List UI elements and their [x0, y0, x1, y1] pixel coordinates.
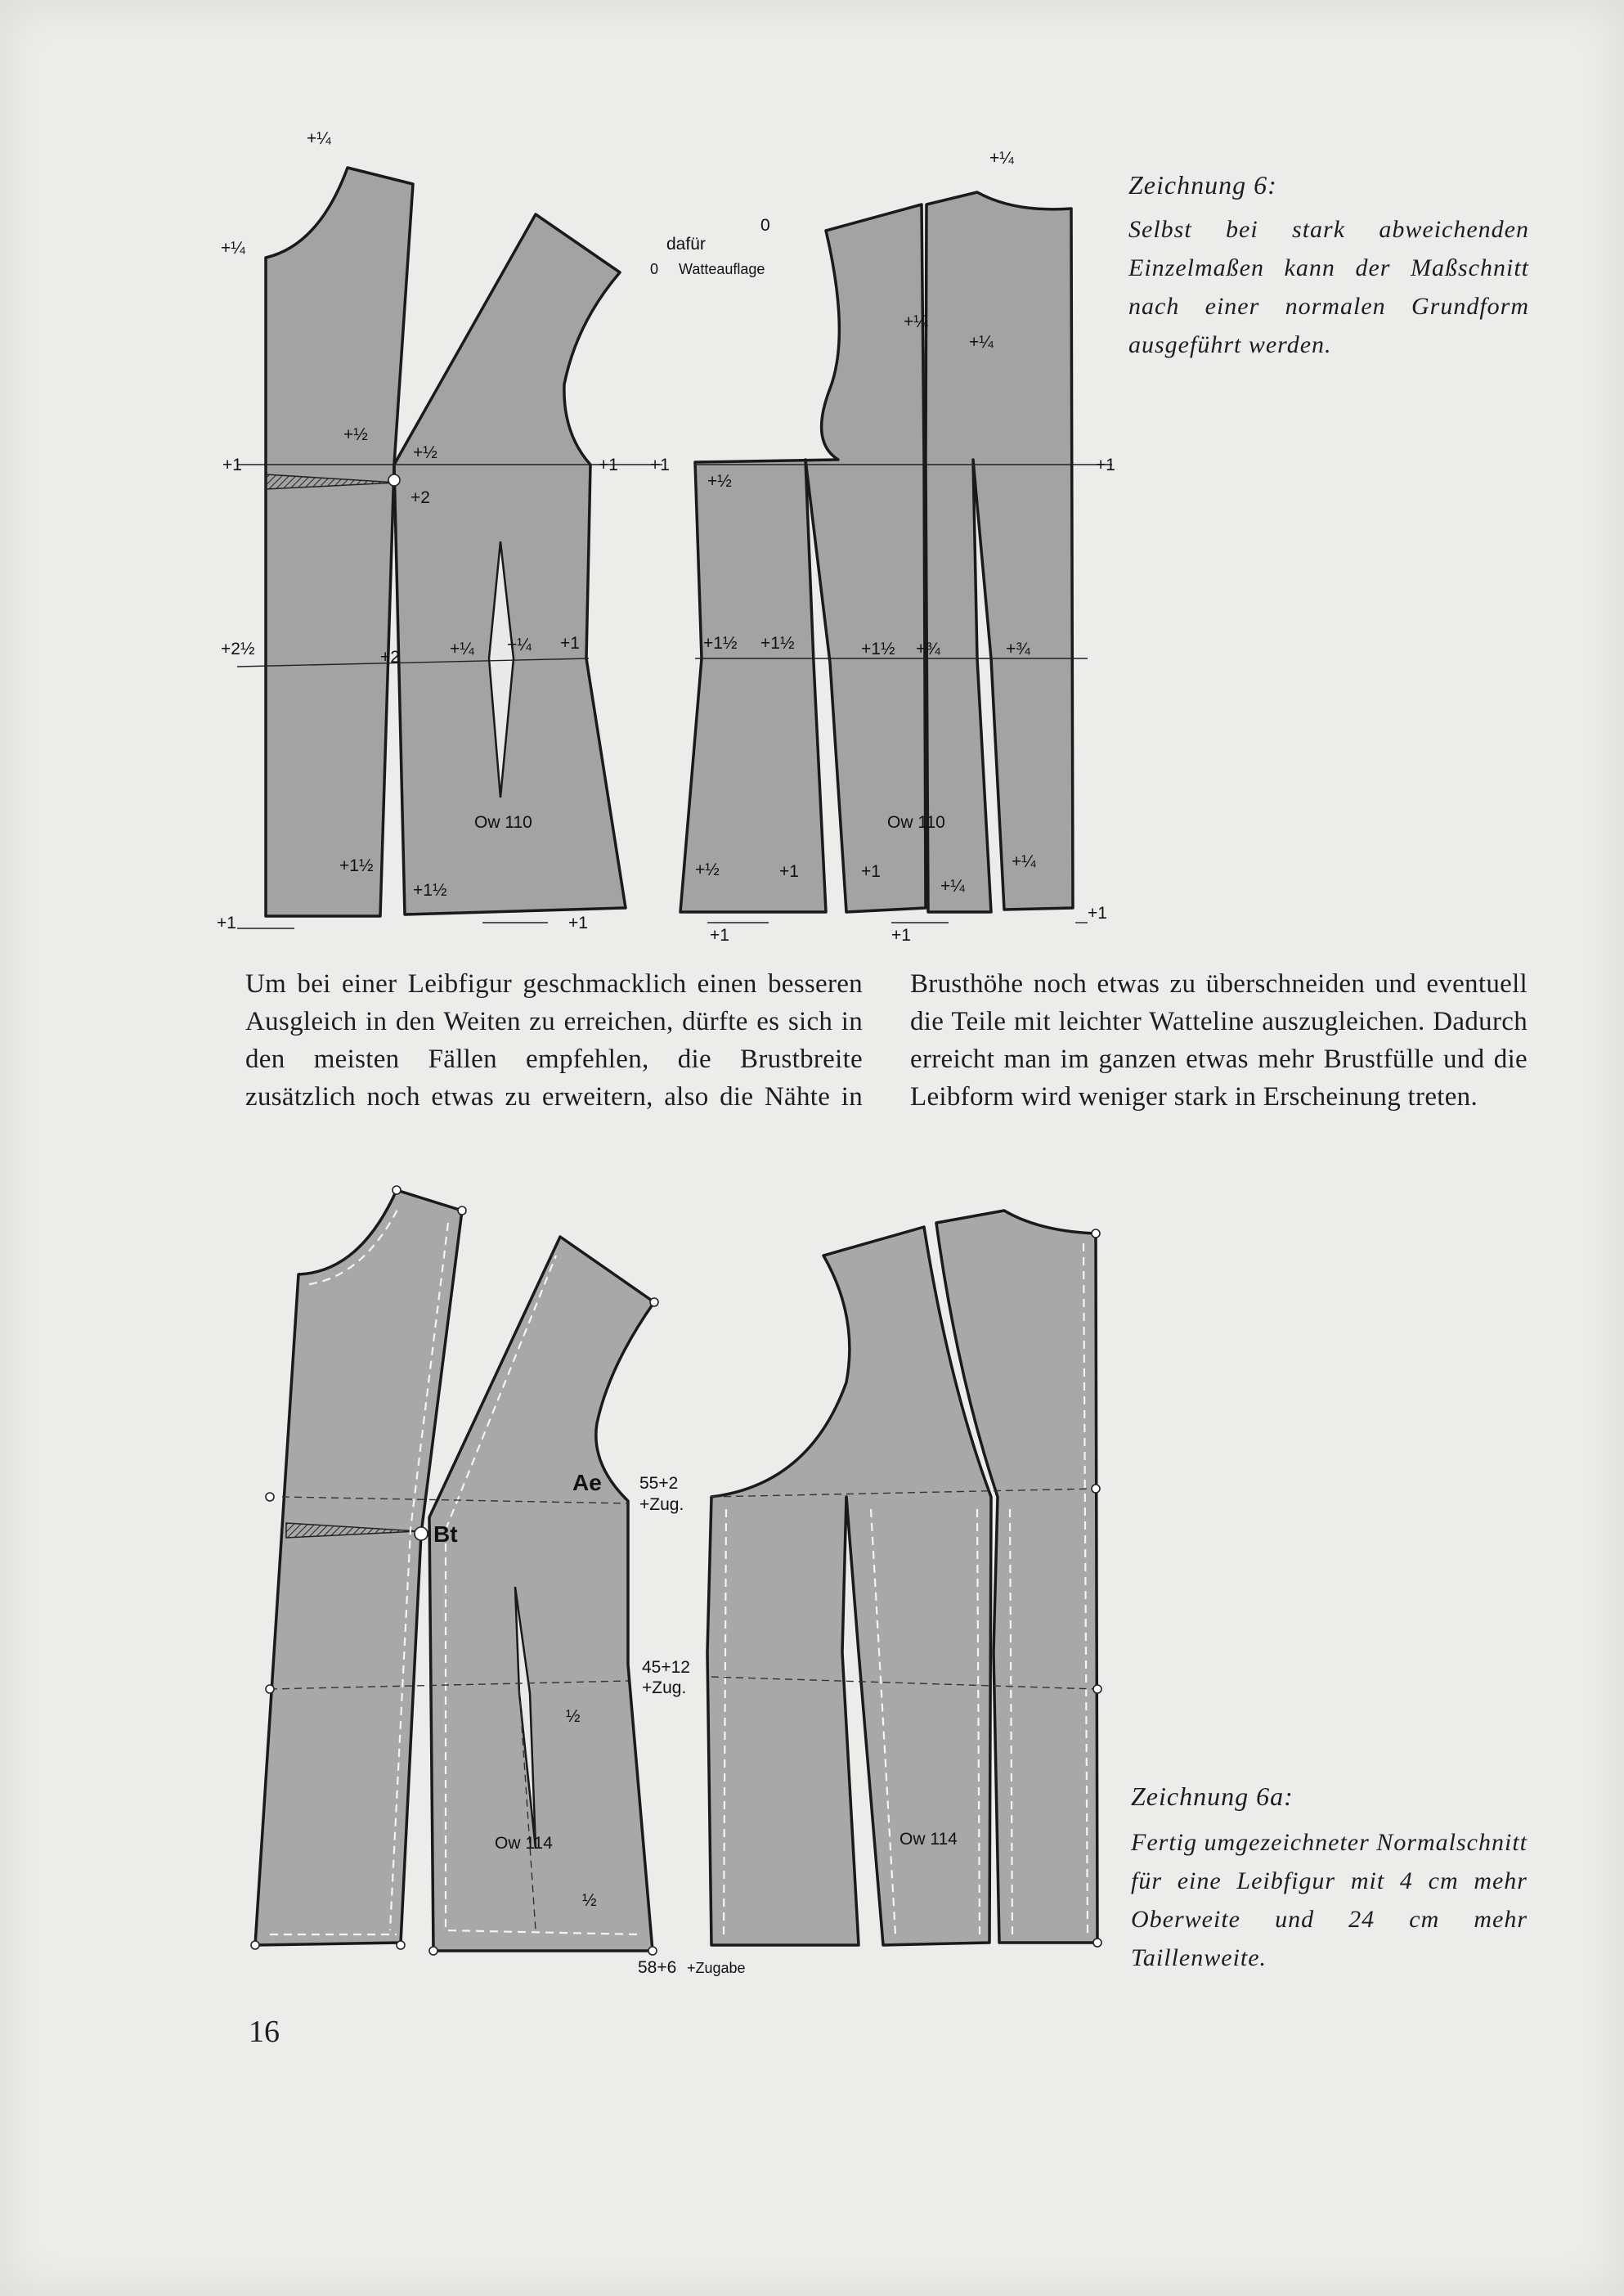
body-column-left: Um bei einer Leibfigur geschmacklich einen besseren Ausgleich in den Weiten zu erreichen, dürfte es sich in den meisten Fällen empfehlen, die Brustbreite zusätzlich noch etwas zu erweitern, also die Nähte in: [245, 969, 863, 1112]
label: +¼: [940, 877, 965, 896]
page-number: 16: [249, 2015, 280, 2049]
corner-point: [1093, 1939, 1101, 1947]
label: +2: [410, 488, 430, 507]
label: +1: [891, 926, 911, 945]
ae-label: Ae: [572, 1470, 602, 1495]
back-piece-label: Ow 114: [899, 1830, 958, 1849]
waist-measure: 45+12: [642, 1658, 690, 1677]
caption-6: [1128, 170, 1529, 364]
label: +1½: [413, 881, 447, 900]
waist-measure-suffix: +Zug.: [642, 1678, 687, 1697]
corner-point: [251, 1941, 259, 1949]
label: +1½: [703, 634, 738, 653]
label: +1: [710, 926, 729, 945]
caption-6-text: Selbst bei stark abweichenden Einzelmaßen kann der Maßschnitt nach einer normalen Grundform ausgeführt werden.: [1128, 216, 1529, 358]
label: dafür: [666, 235, 706, 254]
label: +2½: [221, 640, 255, 658]
label: +1½: [861, 640, 895, 658]
label: +¼: [969, 333, 994, 352]
piece-label: Ow 110: [887, 813, 945, 832]
front-pivot-point: [388, 474, 400, 486]
corner-point: [650, 1298, 658, 1306]
label: +½: [343, 425, 368, 444]
label: 0: [760, 216, 770, 235]
label: +1: [217, 914, 236, 932]
label: +½: [413, 443, 437, 462]
front-side-piece: [266, 168, 413, 916]
label: +2: [380, 648, 400, 667]
caption-6a-text: Fertig umgezeichneter Normalschnitt für eine Leibfigur mit 4 cm mehr Oberweite und 24 cm mehr Taillenweite.: [1131, 1829, 1528, 1971]
piece-label: Ow 110: [474, 813, 532, 832]
front-center-piece: [394, 214, 626, 914]
corner-point: [397, 1941, 405, 1949]
corner-point: [429, 1947, 437, 1955]
corner-point: [266, 1685, 274, 1693]
label: +1: [650, 456, 670, 474]
label: +¾: [916, 640, 940, 658]
label: +1: [560, 634, 580, 653]
corner-point: [648, 1947, 657, 1955]
label: +1: [568, 914, 588, 932]
corner-point: [458, 1206, 466, 1215]
label: +1½: [760, 634, 795, 653]
label: +1: [222, 456, 242, 474]
caption-6a: [1131, 1782, 1528, 1977]
corner-point: [1093, 1685, 1101, 1693]
label: 0: [650, 261, 659, 277]
label: +1: [599, 456, 618, 474]
label: +¼: [507, 636, 532, 654]
caption-6-title: Zeichnung 6:: [1128, 170, 1277, 200]
label: +¼: [221, 239, 245, 258]
hem-measure-suffix: +Zugabe: [687, 1960, 746, 1976]
half-label: ½: [582, 1891, 597, 1910]
chest-measure-suffix: +Zug.: [639, 1495, 684, 1514]
label: +¼: [989, 149, 1014, 168]
back-side-piece: [680, 204, 926, 912]
bt-label: Bt: [433, 1521, 458, 1547]
body-column-right: Brusthöhe noch etwas zu überschneiden und eventuell die Teile mit leichter Watteline auszugleichen. Dadurch erreicht man im ganzen etwas mehr Brustfülle und die Leibform wird weniger stark in Erscheinung treten.: [910, 969, 1528, 1112]
label: Watteauflage: [679, 261, 765, 277]
chest-measure: 55+2: [639, 1474, 679, 1493]
label: +¼: [904, 312, 928, 331]
label: +½: [695, 860, 720, 879]
label: +1: [1096, 456, 1115, 474]
label: +1: [1088, 904, 1107, 923]
label: +1: [779, 862, 799, 881]
corner-point: [1092, 1229, 1100, 1238]
half-label: ½: [566, 1707, 581, 1726]
label: +¾: [1006, 640, 1030, 658]
label: +¼: [450, 640, 474, 658]
label: +¼: [307, 129, 331, 148]
label: +1: [861, 862, 881, 881]
label: +¼: [1012, 852, 1036, 871]
label: +½: [707, 472, 732, 491]
back-center-piece: [926, 192, 1073, 912]
bt-point: [415, 1527, 428, 1540]
corner-point: [266, 1493, 274, 1501]
caption-6a-title: Zeichnung 6a:: [1131, 1782, 1294, 1811]
label: +1½: [339, 856, 374, 875]
diagram-6a: [237, 1178, 1120, 1988]
front-piece-label: Ow 114: [495, 1834, 553, 1853]
corner-point: [393, 1186, 401, 1194]
corner-point: [1092, 1485, 1100, 1493]
hem-measure: 58+6: [638, 1958, 677, 1977]
diagram-6: [204, 123, 1145, 949]
